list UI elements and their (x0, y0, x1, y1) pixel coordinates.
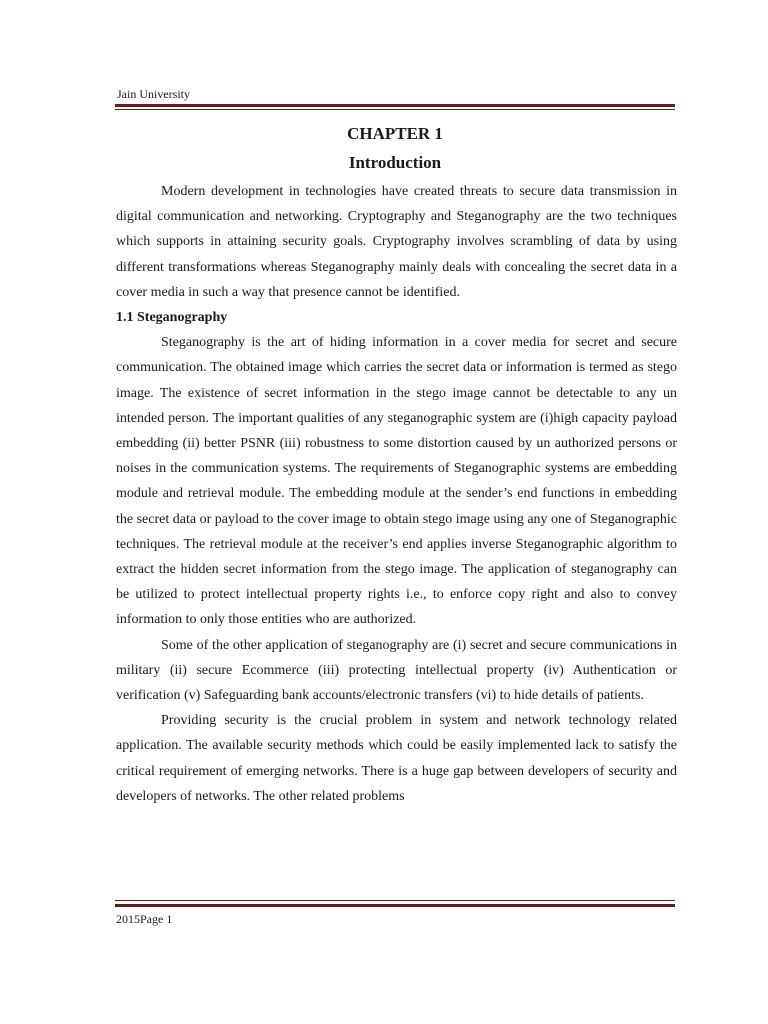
chapter-title: Introduction (348, 153, 442, 172)
body-text (116, 179, 677, 809)
running-header: Jain University (117, 87, 190, 101)
paragraph-steganography-1: Steganography is the art of hiding information in a cover media for secret and secure communication. The obtained image which carries the secret data or information is termed as stego image. The existence of secret information in the stego image cannot be detectable to any un intended person. The important qualities of any steganographic system are (i)high capacity payload embedding (ii) better PSNR (iii) robustness to some distortion caused by un authorized persons or noises in the communication systems. The requirements of Steganographic systems are embedding module and retrieval module. The embedding module at the sender’s end functions in embedding the secret data or payload to the cover image to obtain stego image using any one of Steganographic techniques. The retrieval module at the receiver’s end applies inverse Steganographic algorithm to extract the hidden secret information from the stego image. The application of steganography can be utilized to protect intellectual property rights i.e., to enforce copy right and also to convey information to only those entities who are authorized. (116, 335, 677, 628)
paragraph-steganography-2: Some of the other application of steganography are (i) secret and secure communications in military (ii) secure Ecommerce (iii) protecting intellectual property (iv) Authentication or verification (v) Safeguarding bank accounts/electronic transfers (vi) to hide details of patients. (116, 637, 677, 704)
page-footer: 2015Page 1 (116, 912, 173, 926)
footer-rule-thin (115, 900, 675, 901)
paragraph-intro: Modern development in technologies have created threats to secure data transmission in digital communication and networking. Cryptography and Steganography are the two techniques which supports in attaining security goals. Cryptography involves scrambling of data by using different transformations whereas Steganography mainly deals with concealing the secret data in a cover media in such a way that presence cannot be identified. (116, 184, 677, 300)
footer-rule-thick (115, 904, 675, 907)
header-rule-thick (115, 104, 675, 107)
chapter-label: CHAPTER 1 (347, 124, 443, 143)
header-rule-thin (115, 109, 675, 110)
paragraph-steganography-3: Providing security is the crucial problem in system and network technology related application. The available security methods which could be easily implemented lack to satisfy the critical requirement of emerging networks. There is a huge gap between developers of security and developers of networks. The other related problems (116, 713, 677, 804)
section-heading: 1.1 Steganography (116, 310, 228, 326)
